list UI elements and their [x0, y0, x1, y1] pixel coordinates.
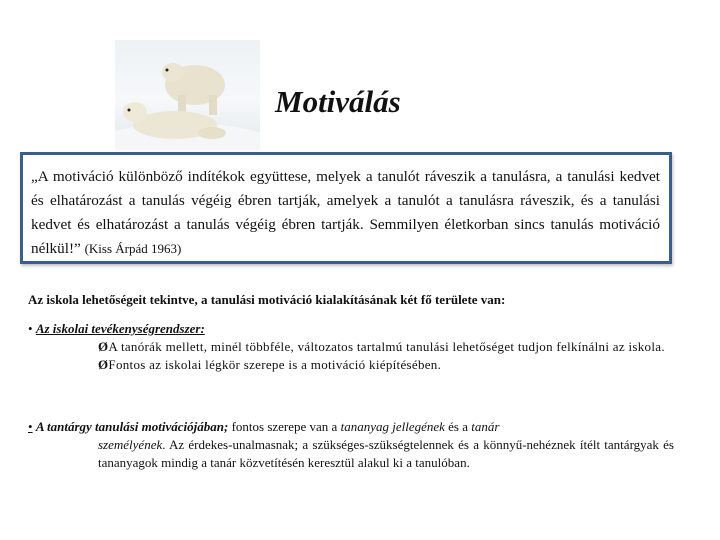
list-item: ØFontos az iskolai légkör szerepe is a motiváció kiépítésében.: [98, 357, 442, 372]
polar-bears-photo: [115, 40, 260, 150]
section-heading: Az iskolai tevékenységrendszer:: [35, 321, 205, 336]
quote-text: „A motiváció különböző indítékok együttese, melyek a tanulót ráveszik a tanulásra, a tanulási kedvet és elhatározást a tanulás végéig ébren tartják, amelyek a tanulót a tanulásra ráveszik, és a tanulási kedvet és elhatározást a tanulás végéig ébren tartják. Semmilyen életkorban sincs tanulás motiváció nélkül!”: [31, 168, 660, 257]
intro-text: Az iskola lehetőségeit tekintve, a tanulási motiváció kialakításának két fő területe van:: [28, 292, 506, 307]
quote-citation: (Kiss Árpád 1963): [84, 241, 182, 256]
arrow-icon: Ø: [98, 339, 109, 354]
section-school-activities: [28, 320, 674, 374]
page-title: Motiválás: [275, 84, 401, 119]
section-heading: A tantárgy tanulási motivációjában;: [35, 419, 229, 434]
section-subject-motivation: • A tantárgy tanulási motivációjában; fontos szerepe van a tananyag jellegének és a tanár személyének. Az érdekes-unalmasnak; a szükséges-szükségtelennek és a könnyű-nehéznek ítélt tantárgyak és tananyagok mindig a tanár közvetítésén keresztül alakul ki a tanulóban.: [28, 419, 674, 470]
arrow-icon: Ø: [98, 357, 109, 372]
section-text: fontos szerepe van a: [228, 419, 341, 434]
list-item: ØA tanórák mellett, minél többféle, változatos tartalmú tanulási lehetőséget tudjon felkínálni az iskola.: [98, 339, 665, 354]
section-text-continued: személyének. Az érdekes-unalmasnak; a szükséges-szükségtelennek és a könnyű-nehéznek ítélt tantárgyak és tananyagok mindig a tanár közvetítésén keresztül alakul ki a tanulóban.: [98, 437, 674, 470]
quote-box: [20, 152, 672, 264]
bullet: •: [28, 321, 33, 336]
bullet: •: [28, 419, 33, 434]
